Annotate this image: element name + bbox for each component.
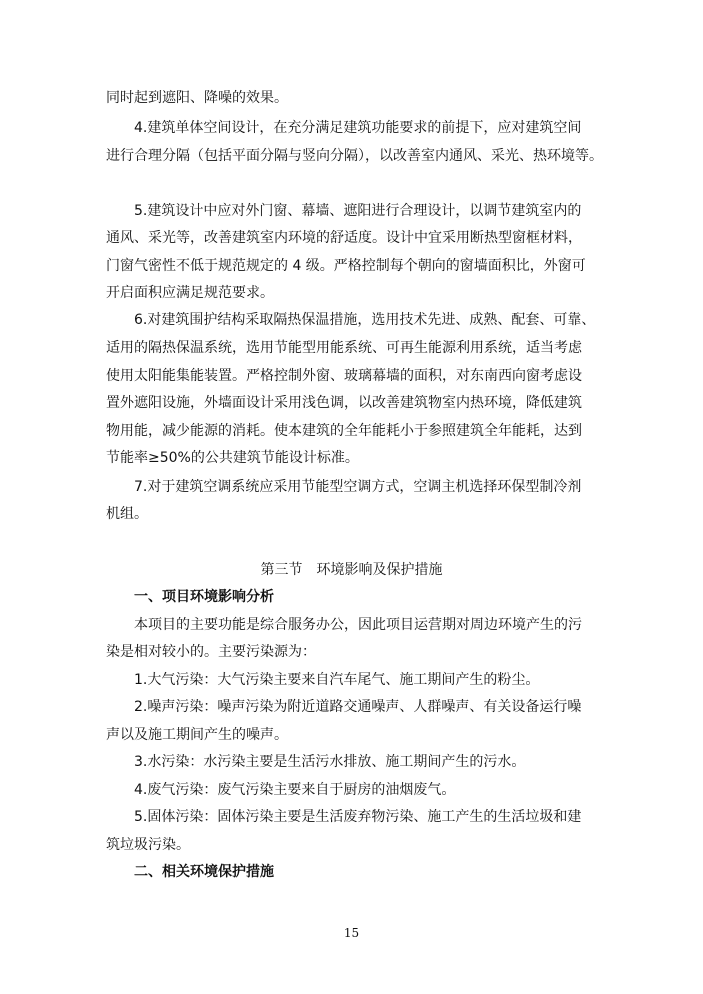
paragraph-line: 置外遮阳设施，外墙面设计采用浅色调，以改善建筑物室内热环境，降低建筑 [106,395,582,411]
paragraph-line: 使用太阳能集能装置。严格控制外窗、玻璃幕墙的面积，对东南西向窗考虑设 [106,368,582,384]
paragraph-line: 同时起到遮阳、降噪的效果。 [106,90,288,106]
paragraph-line: 进行合理分隔（包括平面分隔与竖向分隔），以改善室内通风、采光、热环境等。 [106,148,603,164]
list-item: 1.大气污染：大气污染主要来自汽车尾气、施工期间产生的粉尘。 [134,672,540,688]
page-number: 15 [343,926,360,940]
paragraph-line: 染是相对较小的。主要污染源为： [106,644,316,660]
paragraph-line: 本项目的主要功能是综合服务办公，因此项目运营期对周边环境产生的污 [134,617,582,633]
list-item: 4.废气污染：废气污染主要来自于厨房的油烟废气。 [134,782,456,798]
paragraph-line: 通风、采光等，改善建筑室内环境的舒适度。设计中宜采用断热型窗框材料， [106,230,582,246]
paragraph-line: 筑垃圾污染。 [106,837,190,853]
paragraph-line: 门窗气密性不低于规范规定的 4 级。严格控制每个朝向的窗墙面积比，外窗可 [106,258,586,274]
paragraph-line: 4.建筑单体空间设计，在充分满足建筑功能要求的前提下，应对建筑空间 [134,120,582,136]
paragraph-line: 适用的隔热保温系统，选用节能型用能系统、可再生能源利用系统，适当考虑 [106,340,582,356]
paragraph-line: 节能率≥50%的公共建筑节能设计标准。 [106,450,359,466]
paragraph-line: 6.对建筑围护结构采取隔热保温措施，选用技术先进、成熟、配套、可靠、 [134,312,596,328]
paragraph-line: 机组。 [106,506,148,522]
paragraph-line: 5.建筑设计中应对外门窗、幕墙、遮阳进行合理设计，以调节建筑室内的 [134,203,582,219]
subsection-heading: 二、相关环境保护措施 [134,864,274,880]
paragraph-line: 声以及施工期间产生的噪声。 [106,727,288,743]
section-title: 第三节 环境影响及保护措施 [260,562,443,578]
paragraph-line: 开启面积应满足规范要求。 [106,285,274,301]
paragraph-line: 物用能，减少能源的消耗。使本建筑的全年能耗小于参照建筑全年能耗，达到 [106,423,582,439]
list-item: 3.水污染：水污染主要是生活污水排放、施工期间产生的污水。 [134,754,526,770]
list-item: 2.噪声污染：噪声污染为附近道路交通噪声、人群噪声、有关设备运行噪 [134,699,582,715]
list-item: 5.固体污染：固体污染主要是生活废弃物污染、施工产生的生活垃圾和建 [134,809,582,825]
subsection-heading: 一、项目环境影响分析 [134,589,274,605]
paragraph-line: 7.对于建筑空调系统应采用节能型空调方式，空调主机选择环保型制冷剂 [134,479,582,495]
